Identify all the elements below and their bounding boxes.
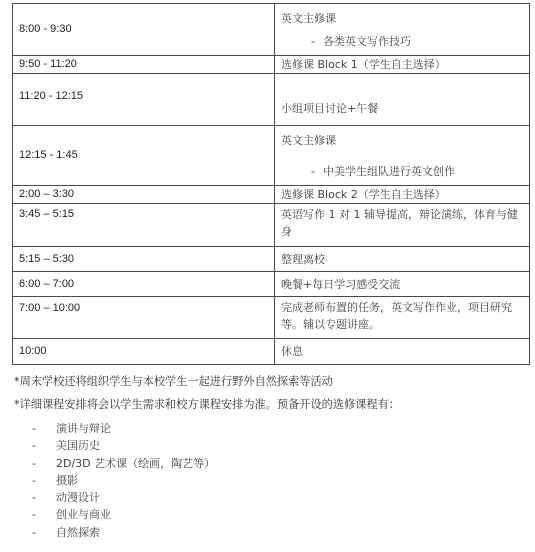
sub-item-text: 各类英文写作技巧 bbox=[323, 34, 411, 48]
activity-cell: 休息 bbox=[275, 339, 530, 365]
sub-item-text: 中美学生组队进行英文创作 bbox=[323, 164, 455, 178]
list-item-text: 自然探索 bbox=[56, 525, 100, 539]
time-cell: 7:00 – 10:00 bbox=[13, 297, 275, 339]
activity-cell: 小组项目讨论+午餐 bbox=[275, 74, 530, 126]
bullet-dash: - bbox=[32, 456, 36, 470]
activity-cell bbox=[275, 126, 530, 186]
time-cell: 11:20 - 12:15 bbox=[13, 74, 275, 126]
bullet-dash: - bbox=[32, 439, 36, 453]
notes bbox=[14, 370, 529, 416]
time-cell: 3:45 – 5:15 bbox=[13, 204, 275, 247]
sub-item bbox=[281, 33, 523, 50]
sub-item bbox=[281, 163, 523, 180]
list-item-text: 美国历史 bbox=[56, 439, 100, 453]
activity-cell: 完成老师布置的任务，英文写作作业，项目研究等。辅以专题讲座。 bbox=[275, 297, 530, 339]
schedule-row bbox=[13, 56, 530, 74]
list-item bbox=[32, 455, 522, 472]
activity-cell: 整理离校 bbox=[275, 247, 530, 272]
schedule-row bbox=[13, 247, 530, 272]
schedule-table bbox=[12, 3, 530, 365]
list-item-text: 创业与商业 bbox=[56, 508, 111, 522]
bullet-dash: - bbox=[311, 164, 315, 178]
activity-cell: 选修课 Block 1（学生自主选择） bbox=[275, 56, 530, 74]
time-cell: 6:00 – 7:00 bbox=[13, 272, 275, 297]
activity-cell: 晚餐+每日学习感受交流 bbox=[275, 272, 530, 297]
schedule-row bbox=[13, 272, 530, 297]
time-cell: 2:00 – 3:30 bbox=[13, 186, 275, 204]
activity-text: 英文主修课 bbox=[281, 133, 336, 147]
activity-cell: 选修课 Block 2（学生自主选择） bbox=[275, 186, 530, 204]
time-cell: 5:15 – 5:30 bbox=[13, 247, 275, 272]
schedule-row bbox=[13, 297, 530, 339]
bullet-dash: - bbox=[32, 508, 36, 522]
time-cell: 9:50 - 11:20 bbox=[13, 56, 275, 74]
list-item-text: 2D/3D 艺术课（绘画，陶艺等） bbox=[56, 456, 216, 470]
list-item bbox=[32, 524, 522, 541]
list-item bbox=[32, 506, 522, 523]
time-cell: 8:00 - 9:30 bbox=[13, 4, 275, 56]
list-item bbox=[32, 489, 522, 506]
bullet-dash: - bbox=[32, 422, 36, 435]
bullet-dash: - bbox=[32, 491, 36, 505]
schedule-row bbox=[13, 204, 530, 247]
list-item-text: 摄影 bbox=[56, 473, 78, 487]
time-cell: 12:15 - 1:45 bbox=[13, 126, 275, 186]
elective-list bbox=[32, 420, 522, 541]
schedule-row bbox=[13, 339, 530, 365]
note-electives-intro: *详细课程安排将会以学生需求和校方课程安排为准。预备开设的选修课程有： bbox=[14, 398, 400, 411]
activity-text: 英文主修课 bbox=[281, 11, 336, 25]
list-item-text: 动漫设计 bbox=[56, 491, 100, 505]
bullet-dash: - bbox=[32, 525, 36, 539]
schedule-row bbox=[13, 126, 530, 186]
bullet-dash: - bbox=[311, 34, 315, 48]
schedule-row bbox=[13, 186, 530, 204]
list-item bbox=[32, 420, 522, 437]
note-weekend: *周末学校还将组织学生与本校学生一起进行野外自然探索等活动 bbox=[14, 375, 333, 388]
list-item-text: 演讲与辩论 bbox=[56, 422, 111, 435]
schedule-row bbox=[13, 4, 530, 56]
time-cell: 10:00 bbox=[13, 339, 275, 365]
list-item bbox=[32, 472, 522, 489]
bullet-dash: - bbox=[32, 473, 36, 487]
activity-cell: 英语写作 1 对 1 辅导提高，辩论演练，体育与健身 bbox=[275, 204, 530, 247]
activity-cell bbox=[275, 4, 530, 56]
list-item bbox=[32, 437, 522, 454]
schedule-row bbox=[13, 74, 530, 126]
